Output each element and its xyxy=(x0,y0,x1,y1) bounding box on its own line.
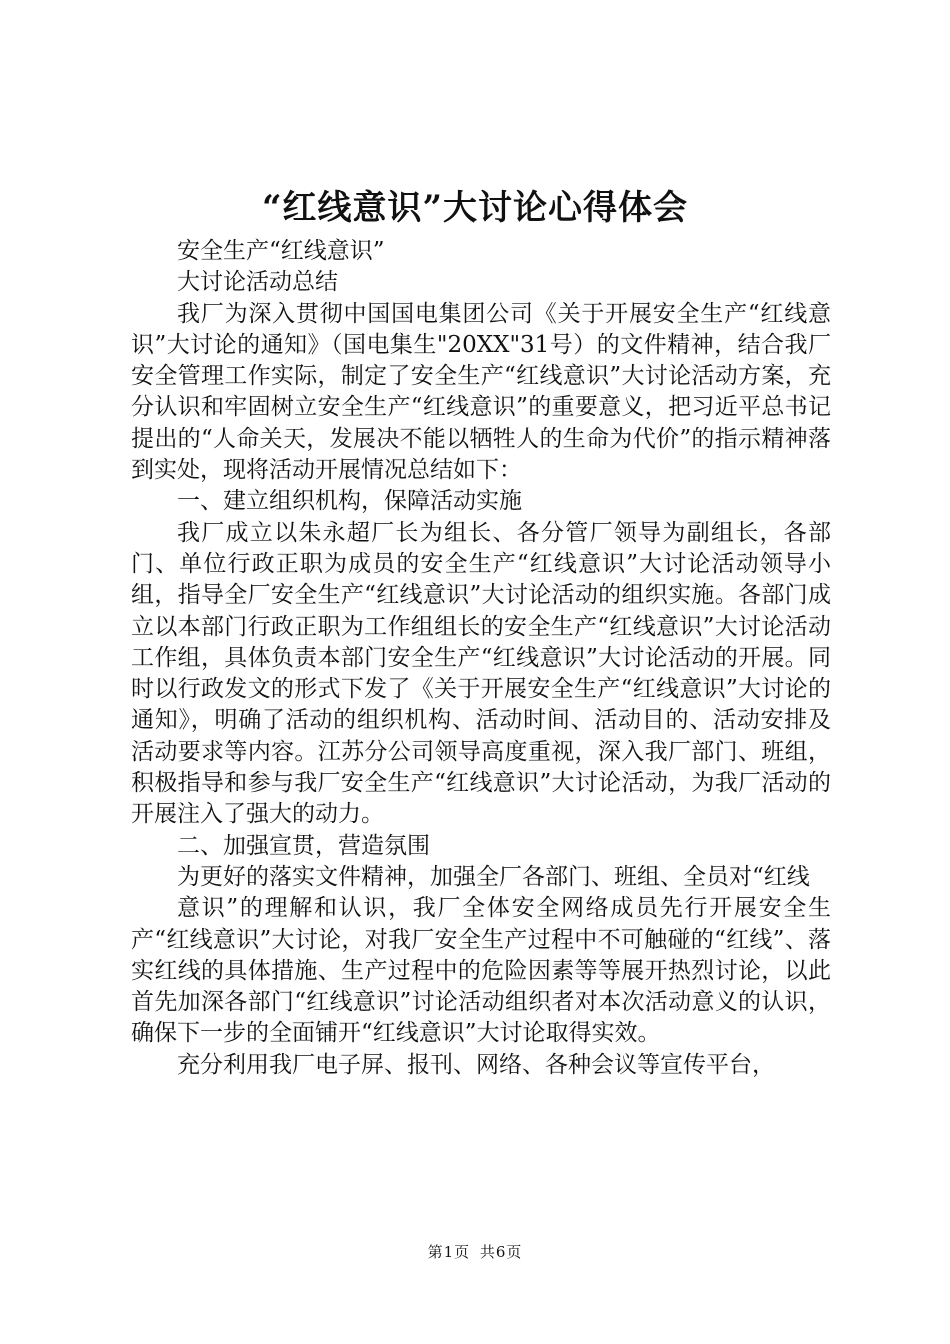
paragraph-intro: 我厂为深入贯彻中国国电集团公司《关于开展安全生产“红线意识”大讨论的通知》（国电集生"20XX"31号）的文件精神，结合我厂安全管理工作实际，制定了安全生产“红线意识”大讨论活动方案，充分认识和牢固树立安全生产“红线意识”的重要意义，把习近平总书记提出的“人命关天，发展决不能以牺牲人的生命为代价”的指示精神落到实处，现将活动开展情况总结如下： xyxy=(131,300,831,484)
document-body xyxy=(131,236,831,1081)
page-number: 第1页 xyxy=(427,1243,471,1261)
paragraph-section-1: 我厂成立以朱永超厂长为组长、各分管厂领导为副组长，各部门、单位行政正职为成员的安全生产“红线意识”大讨论活动领导小组，指导全厂安全生产“红线意识”大讨论活动的组织实施。各部门成立以本部门行政正职为工作组组长的安全生产“红线意识”大讨论活动工作组，具体负责本部门安全生产“红线意识”大讨论活动的开展。同时以行政发文的形式下发了《关于开展安全生产“红线意识”大讨论的通知》，明确了活动的组织机构、活动时间、活动目的、活动安排及活动要求等内容。江苏分公司领导高度重视，深入我厂部门、班组，积极指导和参与我厂安全生产“红线意识”大讨论活动，为我厂活动的开展注入了强大的动力。 xyxy=(131,519,831,828)
paragraph-section-2b: 意识”的理解和认识，我厂全体安全网络成员先行开展安全生产“红线意识”大讨论，对我厂安全生产过程中不可触碰的“红线”、落实红线的具体措施、生产过程中的危险因素等等展开热烈讨论，以此首先加深各部门“红线意识”讨论活动组织者对本次活动意义的认识，确保下一步的全面铺开“红线意识”大讨论取得实效。 xyxy=(131,895,831,1047)
paragraph-subtitle-1: 安全生产“红线意识” xyxy=(177,238,385,264)
paragraph-subtitle-2: 大讨论活动总结 xyxy=(177,269,338,296)
page-total: 共6页 xyxy=(479,1243,523,1261)
page-footer xyxy=(0,1242,950,1262)
paragraph-section-2a: 为更好的落实文件精神，加强全厂各部门、班组、全员对“红线 xyxy=(177,863,810,890)
section-heading-1: 一、建立组织机构，保障活动实施 xyxy=(177,488,522,515)
document-title: “红线意识”大讨论心得体会 xyxy=(261,188,689,228)
paragraph-section-2c: 充分利用我厂电子屏、报刊、网络、各种会议等宣传平台， xyxy=(177,1051,775,1078)
section-heading-2: 二、加强宣贯，营造氛围 xyxy=(177,832,430,859)
